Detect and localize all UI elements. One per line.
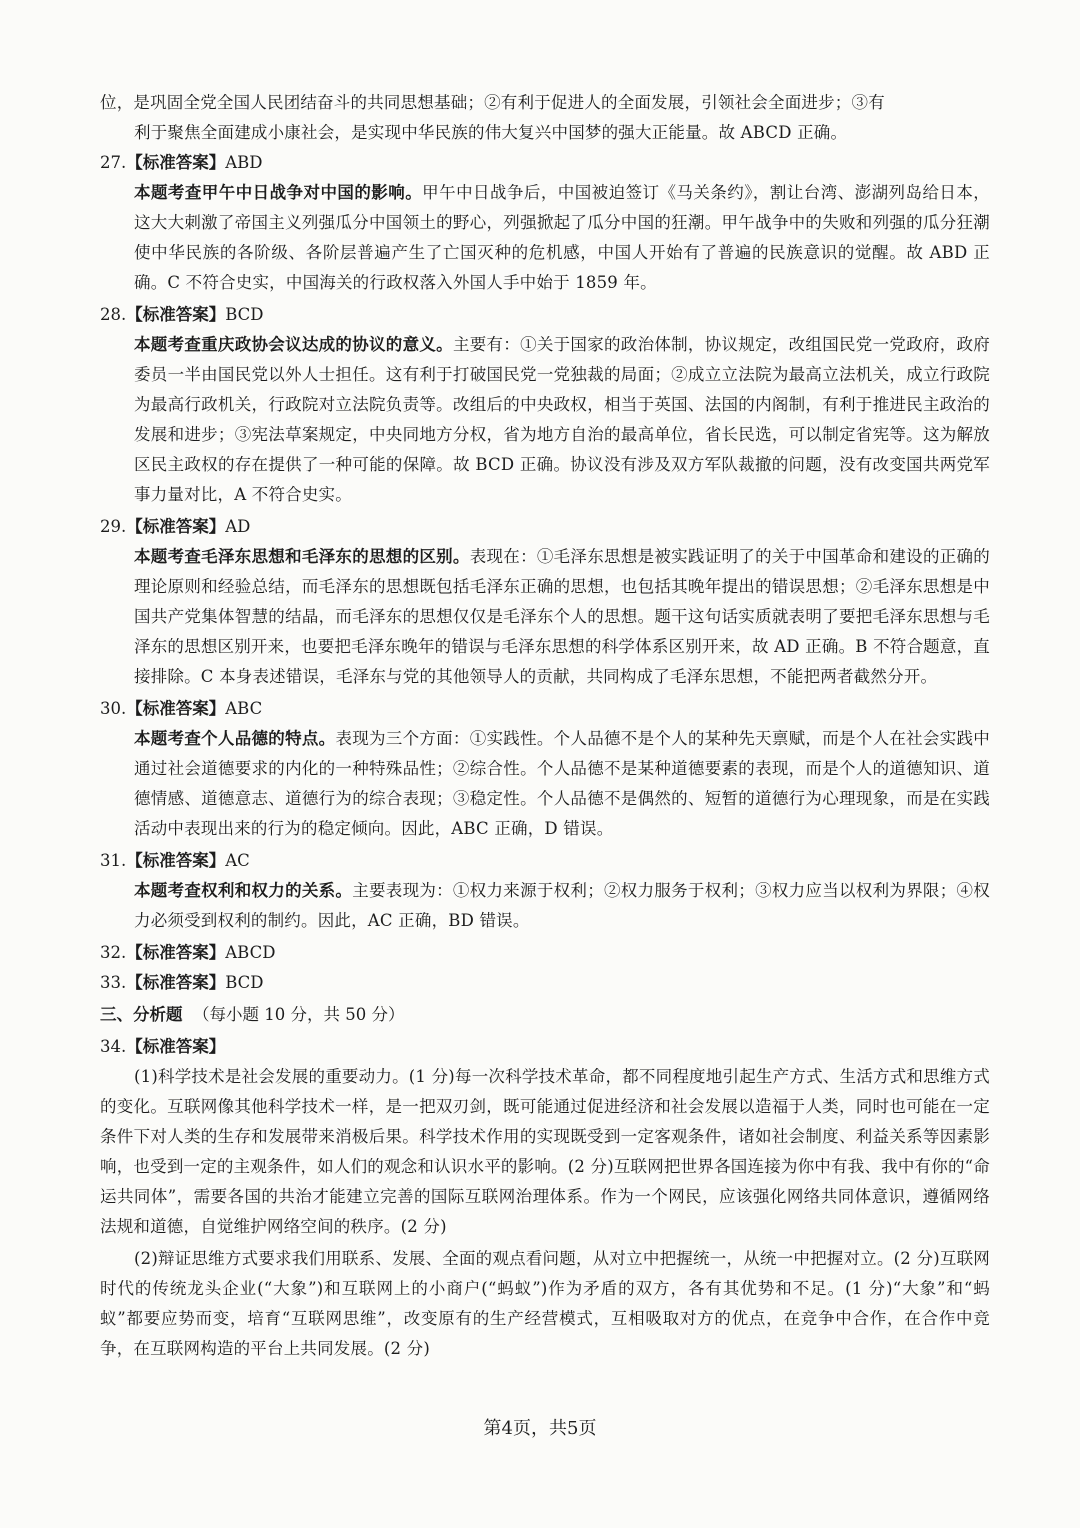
answer-header-30: [100, 694, 990, 724]
answer-label: 【标准答案】: [126, 153, 226, 172]
answer-header-28: [100, 300, 990, 330]
question-number: 32.: [100, 943, 127, 962]
explanation-text: 主要表现为：①权力来源于权利；②权力服务于权利；③权力应当以权利为界限；④权力必须受到权利的制约。因此，AC 正确，BD 错误。: [134, 881, 990, 930]
answer-header-34: [100, 1032, 990, 1062]
answer-value: AD: [225, 517, 251, 536]
answer-label: 【标准答案】: [126, 305, 226, 324]
section-title: 三、分析题: [100, 1005, 183, 1024]
explanation-text: 表现为三个方面：①实践性。个人品德不是个人的某种先天禀赋，而是个人在社会实践中通过社会道德要求的内化的一种特殊品性；②综合性。个人品德不是某种道德要素的表现，而是个人的道德知识、道德情感、道德意志、道德行为的综合表现；③稳定性。个人品德不是偶然的、短暂的道德行为心理现象，而是在实践活动中表现出来的行为的稳定倾向。因此，ABC 正确，D 错误。: [134, 729, 990, 838]
intro-line: 利于聚焦全面建成小康社会，是实现中华民族的伟大复兴中国梦的强大正能量。故 ABCD 正确。: [134, 123, 848, 142]
intro-line: 位，是巩固全党全国人民团结奋斗的共同思想基础；②有利于促进人的全面发展，引领社会全面进步；③有: [100, 93, 885, 112]
question-number: 28.: [100, 305, 127, 324]
answer-34-part-1: (1)科学技术是社会发展的重要动力。(1 分)每一次科学技术革命，都不同程度地引起生产方式、生活方式和思维方式的变化。互联网像其他科学技术一样，是一把双刃剑，既可能通过促进经济和社会发展以造福于人类，同时也可能在一定条件下对人类的生存和发展带来消极后果。科学技术作用的实现既受到一定客观条件，诸如社会制度、利益关系等因素影响，也受到一定的主观条件，如人们的观念和认识水平的影响。(2 分)互联网把世界各国连接为你中有我、我中有你的“命运共同体”，需要各国的共治才能建立完善的国际互联网治理体系。作为一个网民，应该强化网络共同体意识，遵循网络法规和道德，自觉维护网络空间的秩序。(2 分): [100, 1067, 990, 1236]
explanation-text: 表现在：①毛泽东思想是被实践证明了的关于中国革命和建设的正确的理论原则和经验总结，而毛泽东的思想既包括毛泽东正确的思想，也包括其晚年提出的错误思想；②毛泽东思想是中国共产党集体智慧的结晶，而毛泽东的思想仅仅是毛泽东个人的思想。题干这句话实质就表明了要把毛泽东思想与毛泽东的思想区别开来，也要把毛泽东晚年的错误与毛泽东思想的科学体系区别开来，故 AD 正确。B 不符合题意，直接排除。C 本身表述错误，毛泽东与党的其他领导人的贡献，共同构成了毛泽东思想，不能把两者截然分开。: [134, 547, 990, 686]
explanation-29: [100, 542, 990, 692]
answer-header-29: [100, 512, 990, 542]
question-number: 34.: [100, 1037, 127, 1056]
explanation-28: [100, 330, 990, 510]
question-number: 30.: [100, 699, 127, 718]
answer-value: ABCD: [225, 943, 276, 962]
answer-label: 【标准答案】: [126, 973, 226, 992]
answer-label: 【标准答案】: [126, 943, 226, 962]
explanation-lead: 本题考查甲午中日战争对中国的影响。: [134, 183, 423, 202]
page-footer: 第4页，共5页: [483, 1418, 597, 1439]
answer-label: 【标准答案】: [126, 699, 226, 718]
question-number: 33.: [100, 973, 127, 992]
answer-value: ABC: [225, 699, 263, 718]
answer-value: ABD: [225, 153, 263, 172]
answer-value: BCD: [225, 305, 264, 324]
question-number: 27.: [100, 153, 127, 172]
answer-label: 【标准答案】: [126, 1037, 226, 1056]
answer-header-33: [100, 968, 990, 998]
answer-value: BCD: [225, 973, 264, 992]
answer-value: AC: [225, 851, 250, 870]
answer-34-part-2: (2)辩证思维方式要求我们用联系、发展、全面的观点看问题，从对立中把握统一，从统一中把握对立。(2 分)互联网时代的传统龙头企业(“大象”)和互联网上的小商户(“蚂蚁”)作为矛盾的双方，各有其优势和不足。(1 分)“大象”和“蚂蚁”都要应势而变，培育“互联网思维”，改变原有的生产经营模式，互相吸取对方的优点，在竞争中合作，在合作中竞争，在互联网构造的平台上共同发展。(2 分): [100, 1249, 990, 1358]
explanation-lead: 本题考查个人品德的特点。: [134, 729, 336, 748]
question-number: 31.: [100, 851, 127, 870]
explanation-31: [100, 876, 990, 936]
section-note: （每小题 10 分，共 50 分）: [193, 1005, 405, 1024]
explanation-30: [100, 724, 990, 844]
document-body: [100, 88, 990, 1366]
answer-header-32: [100, 938, 990, 968]
explanation-lead: 本题考查重庆政协会议达成的协议的意义。: [134, 335, 453, 354]
section-heading: [100, 998, 990, 1032]
answer-label: 【标准答案】: [126, 851, 226, 870]
explanation-lead: 本题考查毛泽东思想和毛泽东的思想的区别。: [134, 547, 470, 566]
explanation-text: 主要有：①关于国家的政治体制，协议规定，改组国民党一党政府，政府委员一半由国民党以外人士担任。这有利于打破国民党一党独裁的局面；②成立立法院为最高立法机关，成立行政院为最高行政机关，行政院对立法院负责等。改组后的中央政权，相当于英国、法国的内阁制，有利于推进民主政治的发展和进步；③宪法草案规定，中央同地方分权，省为地方自治的最高单位，省长民选，可以制定省宪等。这为解放区民主政权的存在提供了一种可能的保障。故 BCD 正确。协议没有涉及双方军队裁撤的问题，没有改变国共两党军事力量对比，A 不符合史实。: [134, 335, 990, 504]
answer-label: 【标准答案】: [126, 517, 226, 536]
question-number: 29.: [100, 517, 127, 536]
answer-header-27: [100, 148, 990, 178]
explanation-text: 甲午中日战争后，中国被迫签订《马关条约》，割让台湾、澎湖列岛给日本，这大大刺激了帝国主义列强瓜分中国领土的野心，列强掀起了瓜分中国的狂潮。甲午战争中的失败和列强的瓜分狂潮使中华民族的各阶级、各阶层普遍产生了亡国灭种的危机感，中国人开始有了普遍的民族意识的觉醒。故 ABD 正确。C 不符合史实，中国海关的行政权落入外国人手中始于 1859 年。: [134, 183, 990, 292]
explanation-27: [100, 178, 990, 298]
explanation-lead: 本题考查权利和权力的关系。: [134, 881, 353, 900]
answer-header-31: [100, 846, 990, 876]
